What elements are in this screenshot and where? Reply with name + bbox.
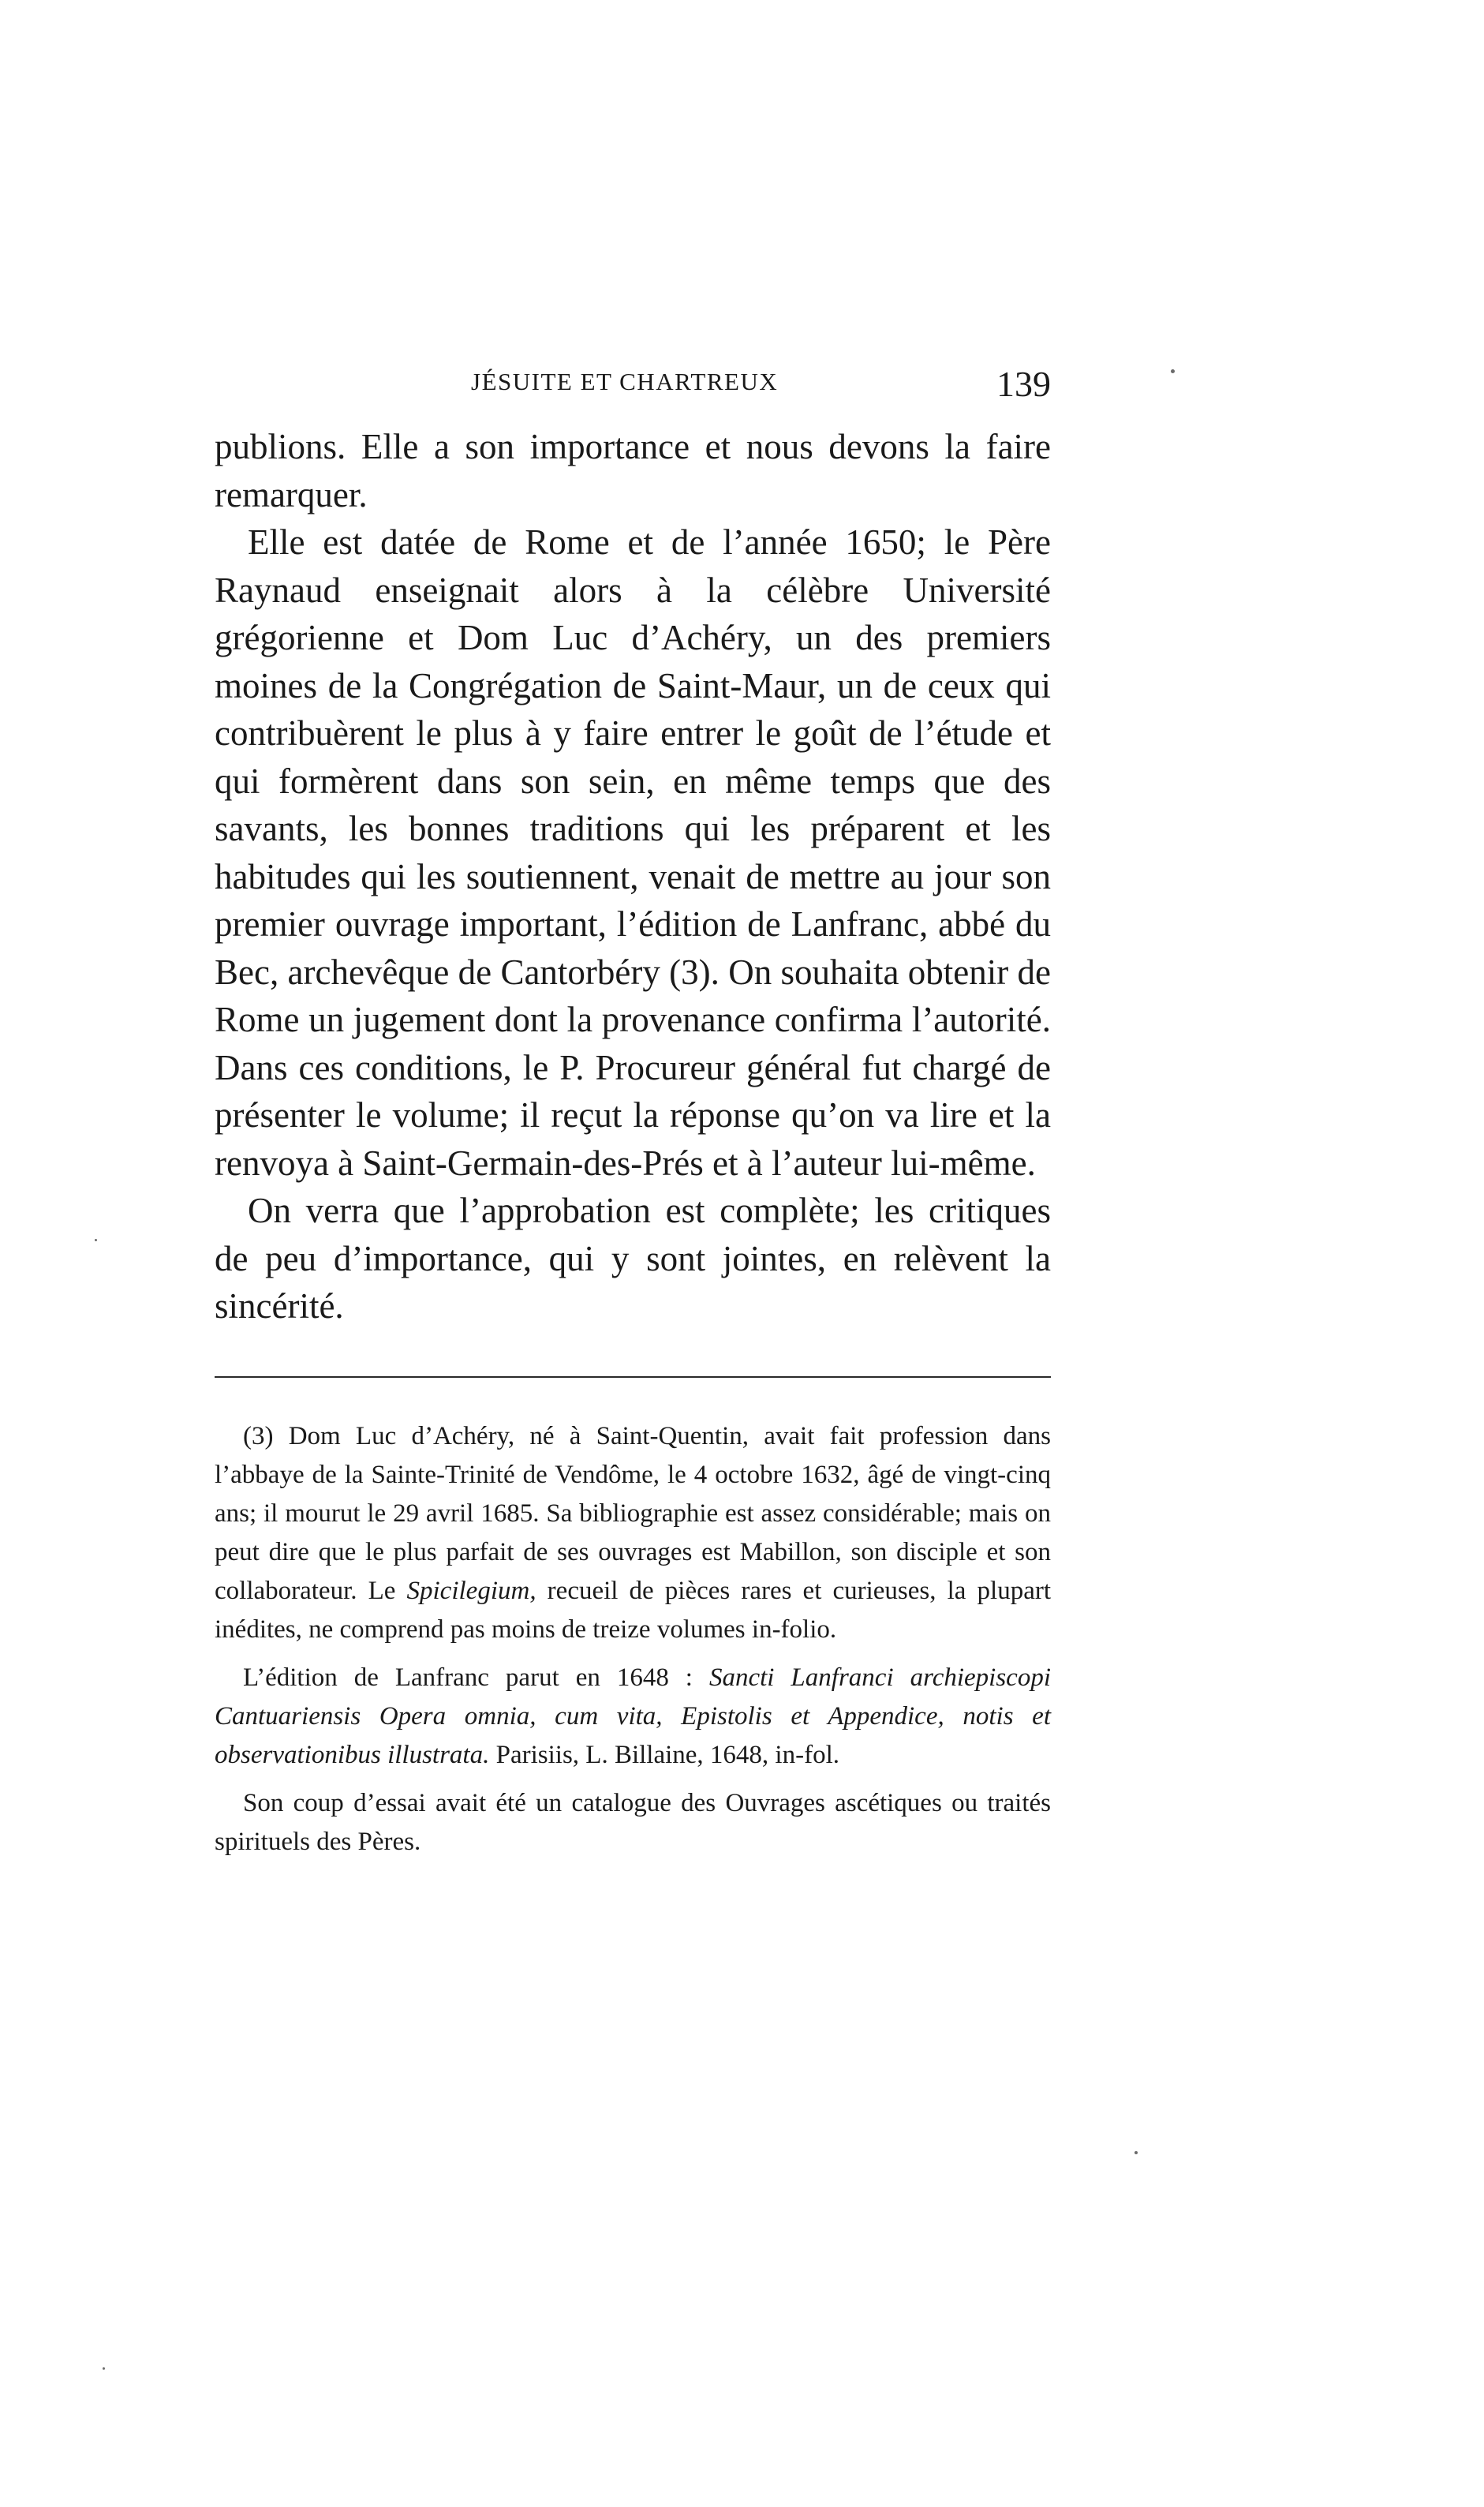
main-text xyxy=(215,423,1051,1330)
page-header xyxy=(215,363,1051,410)
paper-speck xyxy=(1171,369,1175,373)
footnote-divider xyxy=(215,1376,1051,1378)
running-title: JÉSUITE ET CHARTREUX xyxy=(471,368,779,395)
footnote-3-edition xyxy=(215,1659,1051,1775)
footnote-3-essay: Son coup d’essai avait été un catalogue des Ouvrages ascétiques ou traités spirituels des Pères. xyxy=(215,1789,1051,1856)
footnote-3 xyxy=(215,1417,1051,1649)
paper-speck xyxy=(103,2367,105,2370)
paper-speck xyxy=(95,1239,97,1241)
footnote-edition-title: Sancti Lanfranci archiepiscopi Cantuariensis Opera omnia, cum vita, Epistolis et Appendice, notis et observationibus illustrata. xyxy=(215,1663,1051,1769)
footnote-edition-tail: Parisiis, L. Billaine, 1648, in-fol. xyxy=(489,1741,839,1769)
footnotes xyxy=(215,1417,1051,1871)
paragraph-3: On verra que l’approbation est complète; les critiques de peu d’importance, qui y sont jointes, en relèvent la sincérité. xyxy=(215,1191,1051,1326)
page-number: 139 xyxy=(996,364,1051,404)
footnote-3-text: (3) Dom Luc d’Achéry, né à Saint-Quentin, avait fait profession dans l’abbaye de la Sainte-Trinité de Vendôme, le 4 octobre 1632, âgé de vingt-cinq ans; il mourut le 29 avril 1685. Sa bibliographie est assez considérable; mais on peut dire que le plus parfait de ses ouvrages est Mabillon, son disciple et son collaborateur. Le xyxy=(215,1422,1051,1605)
paragraph-2: Elle est datée de Rome et de l’année 1650; le Père Raynaud enseignait alors à la célèbre Université grégorienne et Dom Luc d’Achéry, un des premiers moines de la Congrégation de Saint-Maur, un de ceux qui contribuèrent le plus à y faire entrer le goût de l’étude et qui formèrent dans son sein, en même temps que des savants, les bonnes traditions qui les préparent et les habitudes qui les soutiennent, venait de mettre au jour son premier ouvrage important, l’édition de Lanfranc, abbé du Bec, archevêque de Cantorbéry (3). On souhaita obtenir de Rome un jugement dont la provenance confirma l’autorité. Dans ces conditions, le P. Procureur général fut chargé de présenter le volume; il reçut la réponse qu’on va lire et la renvoya à Saint-Germain-des-Prés et à l’auteur lui-même. xyxy=(215,522,1051,1183)
footnote-edition-text: L’édition de Lanfranc parut en 1648 : xyxy=(243,1663,709,1692)
footnote-3-tail: recueil de pièces rares et curieuses, la plupart inédites, ne comprend pas moins de treize volumes in-folio. xyxy=(215,1577,1051,1644)
footnote-3-title: Spicilegium, xyxy=(406,1577,536,1605)
paper-speck xyxy=(1134,2151,1138,2154)
paragraph-1: publions. Elle a son importance et nous devons la faire remarquer. xyxy=(215,427,1051,514)
